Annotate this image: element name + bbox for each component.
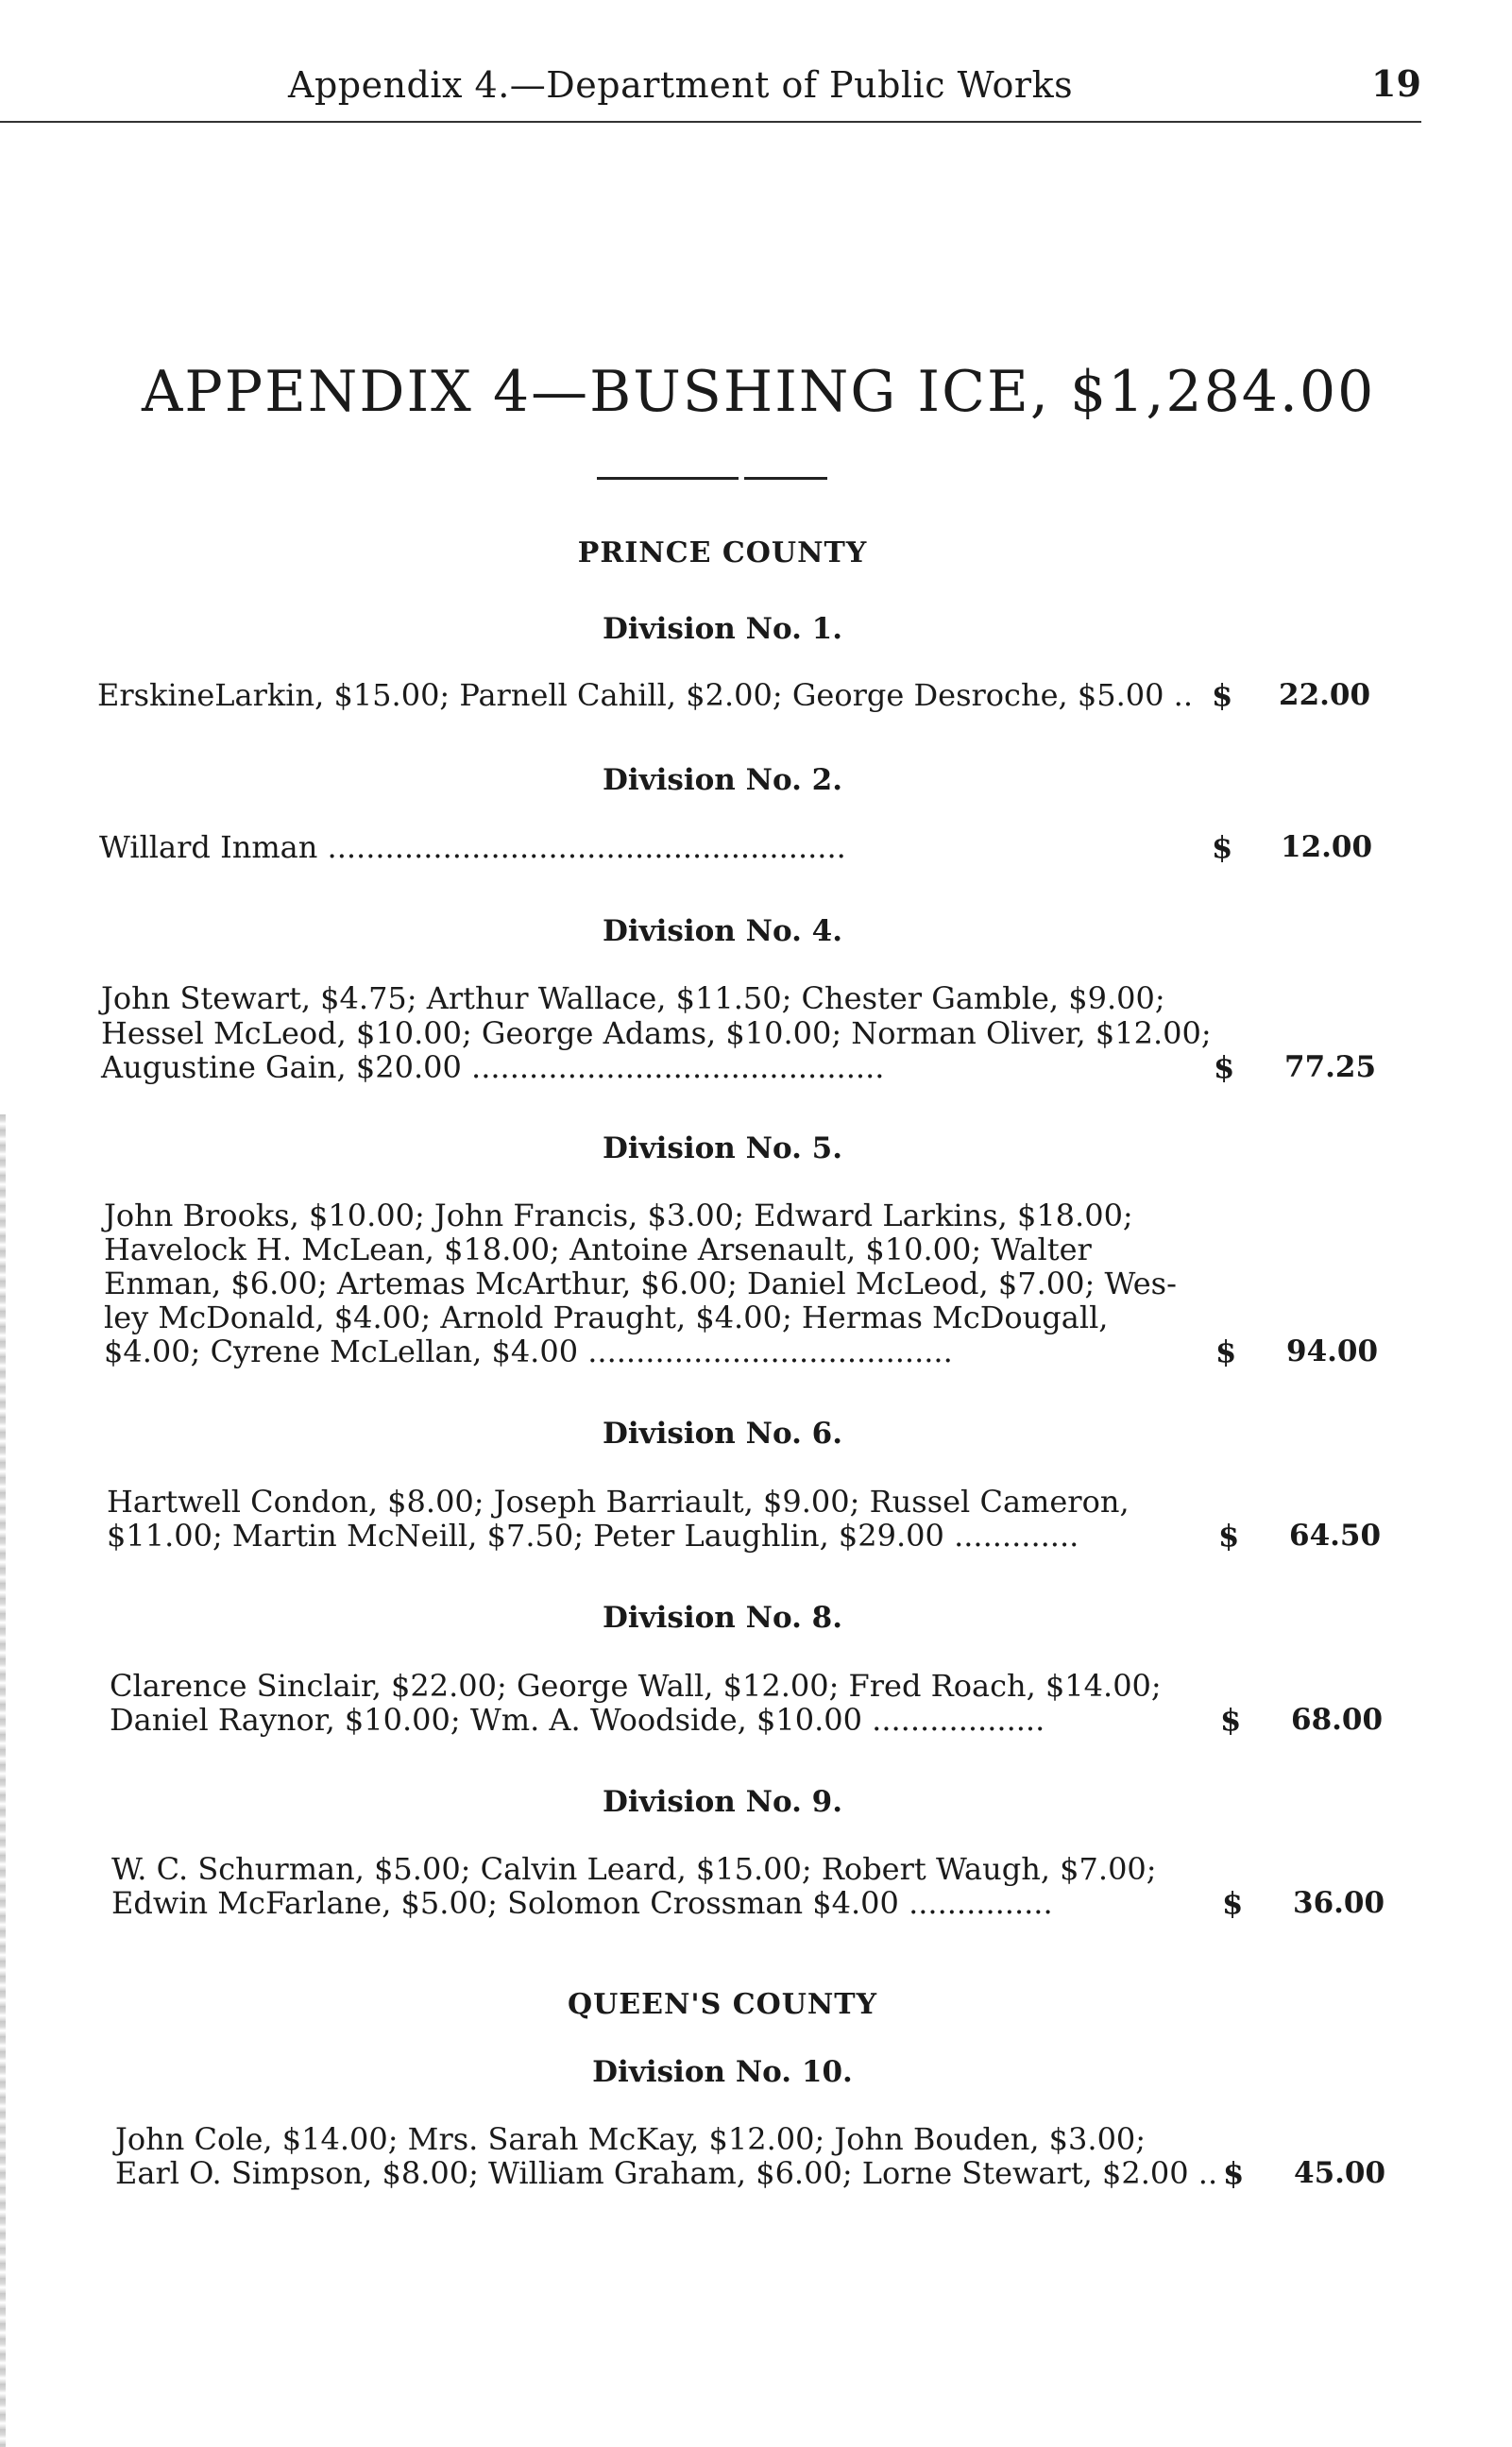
header-rule [0,121,1421,123]
county-heading: QUEEN'S COUNTY [567,1988,878,2021]
dollar-sign: $ [1214,1049,1235,1085]
dollar-sign: $ [1220,1702,1242,1738]
county-heading: PRINCE COUNTY [577,536,868,569]
division-heading: Division No. 5. [602,1131,843,1165]
scan-edge [0,1114,6,2447]
entry-line: Hartwell Condon, $8.00; Joseph Barriault, $9.00; Russel Cameron, [107,1484,1130,1520]
running-header [0,55,1512,111]
title-rule [744,477,827,480]
entry-line: John Brooks, $10.00; John Francis, $3.00; Edward Larkins, $18.00; [104,1198,1133,1233]
division-heading: Division No. 2. [602,763,843,797]
division-heading: Division No. 9. [602,1785,843,1819]
entry-line: John Cole, $14.00; Mrs. Sarah McKay, $12.00; John Bouden, $3.00; [115,2121,1147,2157]
running-title: Appendix 4.—Department of Public Works [288,64,1074,106]
division-total: 68.00 [1291,1703,1384,1737]
entry-line: ley McDonald, $4.00; Arnold Praught, $4.00; Hermas McDougall, [104,1300,1109,1335]
division-heading: Division No. 4. [602,914,843,948]
division-heading: Division No. 8. [602,1601,843,1635]
entry-line: $4.00; Cyrene McLellan, $4.00 ...................................... [104,1334,953,1369]
dollar-sign: $ [1212,677,1233,713]
entry-line: $11.00; Martin McNeill, $7.50; Peter Laughlin, $29.00 ............. [107,1518,1079,1554]
entry-line: John Stewart, $4.75; Arthur Wallace, $11.50; Chester Gamble, $9.00; [101,980,1165,1016]
entry-line: Havelock H. McLean, $18.00; Antoine Arsenault, $10.00; Walter [104,1232,1092,1267]
entry-line: Earl O. Simpson, $8.00; William Graham, $6.00; Lorne Stewart, $2.00 .. [115,2155,1218,2191]
title-rule [597,477,739,480]
entry-line: Augustine Gain, $20.00 ........................................... [101,1049,885,1085]
entry-line: Clarence Sinclair, $22.00; George Wall, $12.00; Fred Roach, $14.00; [110,1668,1162,1704]
division-heading: Division No. 6. [602,1417,843,1451]
division-total: 36.00 [1293,1886,1385,1920]
dollar-sign: $ [1218,1518,1240,1554]
dollar-sign: $ [1212,829,1233,865]
entry-line: Hessel McLeod, $10.00; George Adams, $10.00; Norman Oliver, $12.00; [101,1015,1212,1051]
entry-line: Daniel Raynor, $10.00; Wm. A. Woodside, $10.00 .................. [110,1702,1045,1738]
division-total: 94.00 [1286,1334,1379,1368]
page-number: 19 [1371,62,1421,105]
entry-line: ErskineLarkin, $15.00; Parnell Cahill, $2.00; George Desroche, $5.00 .. [97,677,1193,713]
division-heading: Division No. 1. [602,612,843,646]
appendix-title: APPENDIX 4—BUSHING ICE, $1,284.00 [142,359,1376,425]
dollar-sign: $ [1215,1334,1237,1369]
division-heading: Division No. 10. [592,2055,853,2089]
entry-line: W. C. Schurman, $5.00; Calvin Leard, $15.00; Robert Waugh, $7.00; [111,1851,1157,1887]
division-total: 22.00 [1279,678,1371,712]
division-total: 12.00 [1281,830,1373,864]
dollar-sign: $ [1223,2155,1245,2191]
division-total: 64.50 [1289,1519,1382,1553]
entry-line: Willard Inman ...................................................... [99,829,846,865]
entry-line: Edwin McFarlane, $5.00; Solomon Crossman $4.00 ............... [111,1885,1053,1921]
division-total: 45.00 [1294,2156,1386,2190]
division-total: 77.25 [1284,1050,1377,1084]
entry-line: Enman, $6.00; Artemas McArthur, $6.00; Daniel McLeod, $7.00; Wes- [104,1266,1177,1301]
dollar-sign: $ [1222,1885,1244,1921]
